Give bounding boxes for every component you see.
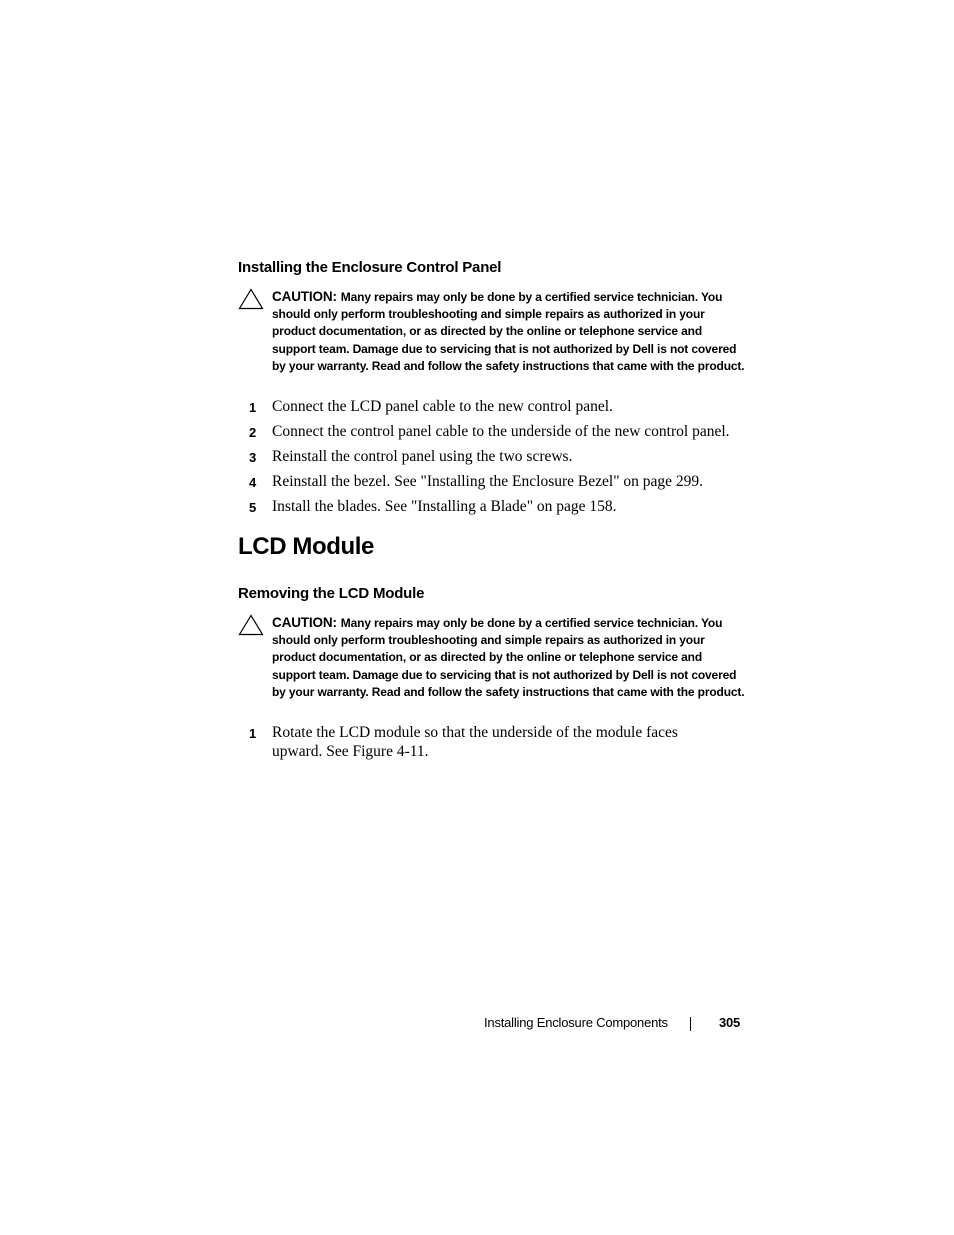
caution-note <box>238 614 748 701</box>
step-list <box>238 397 758 522</box>
caution-label: CAUTION: <box>272 289 337 304</box>
step-item <box>238 497 758 516</box>
caution-text-block <box>272 614 748 701</box>
step-list <box>238 723 758 767</box>
step-item <box>238 397 758 416</box>
step-item <box>238 472 758 491</box>
step-text: Connect the LCD panel cable to the new control panel. <box>272 398 613 415</box>
step-number: 1 <box>249 726 257 741</box>
warning-triangle-icon <box>238 614 264 636</box>
step-item <box>238 723 702 761</box>
page-number: 305 <box>719 1015 741 1030</box>
step-item <box>238 422 758 441</box>
step-number: 4 <box>249 475 257 490</box>
warning-triangle-icon <box>238 288 264 310</box>
step-item <box>238 447 758 466</box>
step-text: Reinstall the control panel using the two screws. <box>272 448 573 465</box>
step-number: 5 <box>249 500 257 515</box>
step-text: Install the blades. See "Installing a Blade" on page 158. <box>272 498 617 515</box>
step-text: Connect the control panel cable to the underside of the new control panel. <box>272 423 730 440</box>
caution-text: Many repairs may only be done by a certified service technician. You should only perform troubleshooting and simple repairs as authorized in your product documentation, or as directed by the online or telephone service and support team. Damage due to servicing that is not authorized by Dell is not covered by your warranty. Read and follow the safety instructions that came with the product. <box>272 616 745 699</box>
section-heading-removing-lcd-module: Removing the LCD Module <box>238 585 425 602</box>
step-text: Reinstall the bezel. See "Installing the Enclosure Bezel" on page 299. <box>272 473 704 490</box>
step-text: Rotate the LCD module so that the underside of the module faces upward. See Figure 4-11. <box>272 724 678 760</box>
step-number: 1 <box>249 400 257 415</box>
chapter-section-title: LCD Module <box>238 533 374 560</box>
footer-separator <box>690 1017 691 1031</box>
caution-note <box>238 288 748 375</box>
caution-text: Many repairs may only be done by a certified service technician. You should only perform troubleshooting and simple repairs as authorized in your product documentation, or as directed by the online or telephone service and support team. Damage due to servicing that is not authorized by Dell is not covered by your warranty. Read and follow the safety instructions that came with the product. <box>272 290 745 373</box>
step-number: 2 <box>249 425 257 440</box>
step-number: 3 <box>249 450 257 465</box>
section-heading-installing-control-panel: Installing the Enclosure Control Panel <box>238 259 502 276</box>
caution-label: CAUTION: <box>272 615 337 630</box>
caution-text-block <box>272 288 748 375</box>
footer-chapter-title: Installing Enclosure Components <box>484 1015 668 1030</box>
